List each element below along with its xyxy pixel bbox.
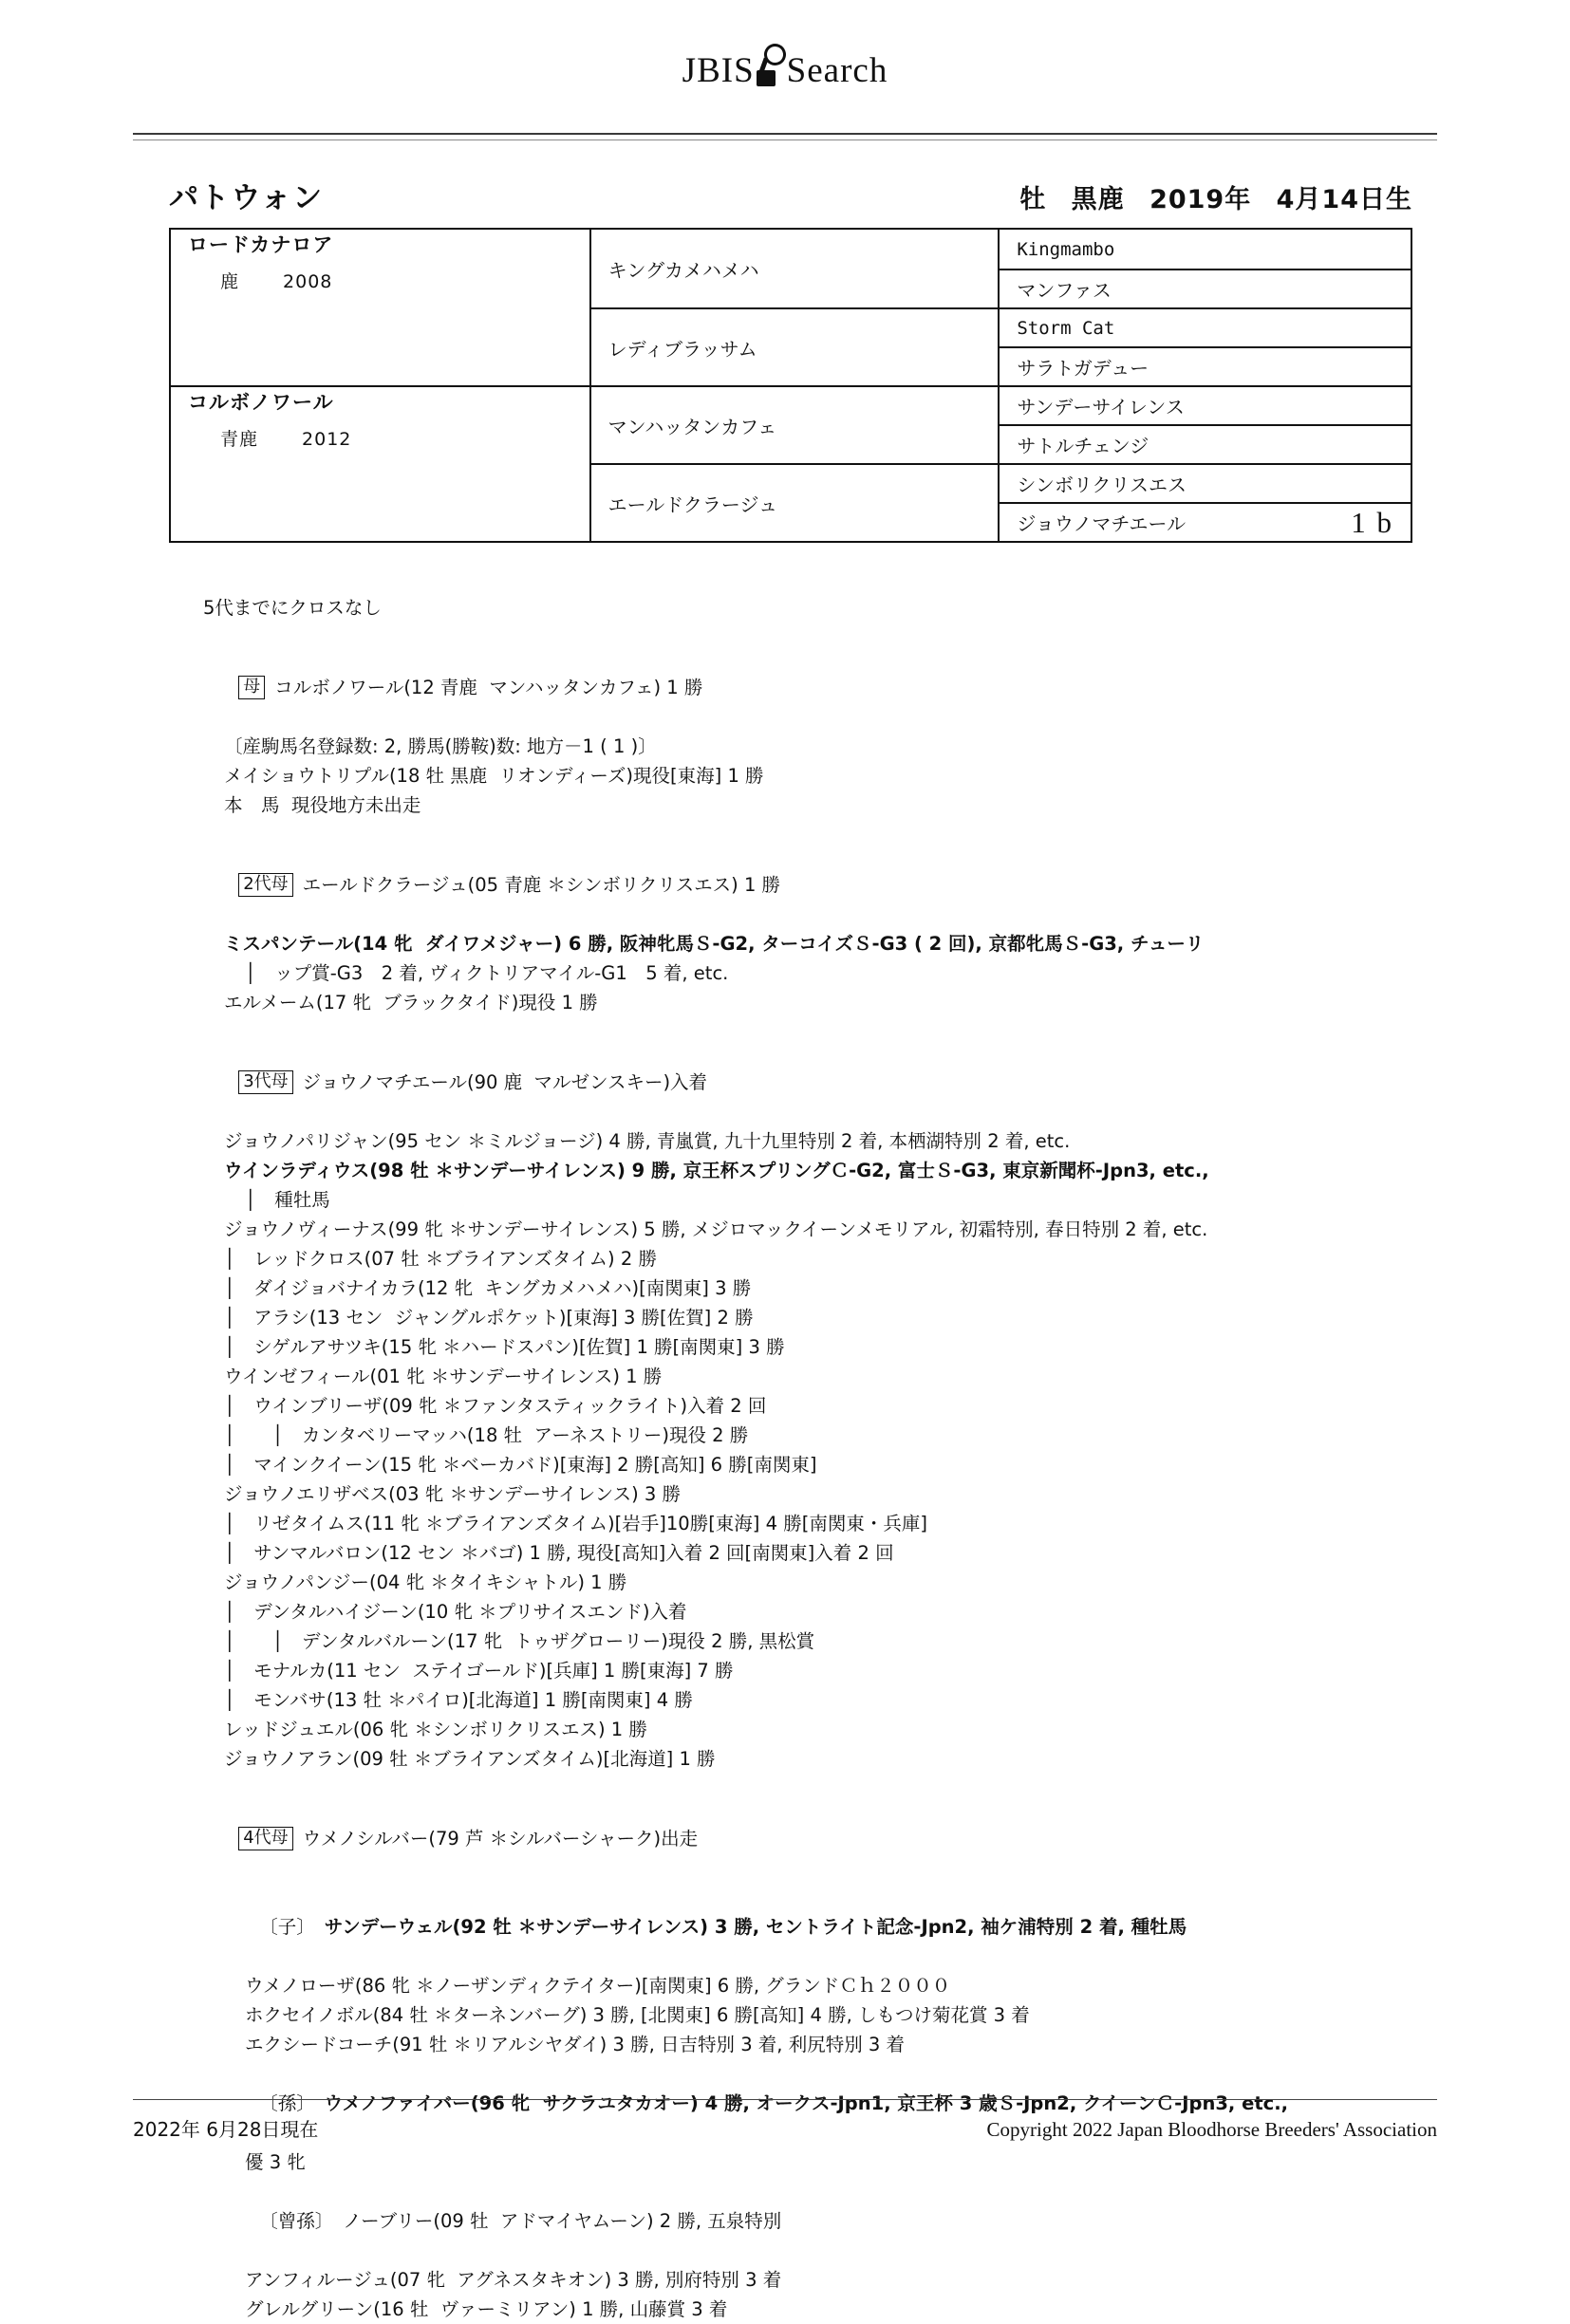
horse-sex: 牡 [1019,185,1047,214]
dam3-line-9: ウインゼフィール(01 牝 ＊サンデーサイレンス) 1 勝 [224,1366,663,1387]
pedigree-cell-sire-dam: レディブラッサム [591,307,999,385]
pedigree-col-parents [171,230,589,541]
dam4-greatgrandchildren-line-1: ノーブリー(09 牡 アドマイヤムーン) 2 勝, 五泉特別 [343,2210,782,2232]
dam2-section-head: エールドクラージュ(05 青鹿 ＊シンボリクリスエス) 1 勝 [302,874,781,896]
pedigree-cell-g3-5: サンデーサイレンス [1000,385,1411,424]
dam-section-tag: 母 [238,676,265,699]
dam3-line-19: │ モナルカ(11 セン ステイゴールド)[兵庫] 1 勝[東海] 7 勝 [224,1660,734,1682]
pedigree-cell-dam [171,385,589,541]
dam3-line-17: │ デンタルハイジーン(10 牝 ＊プリサイスエンド)入着 [224,1601,687,1623]
dam4-children-line-1: サンデーウェル(92 牡 ＊サンデーサイレンス) 3 勝, セントライト記念-Jpn2, 袖ケ浦特別 2 着, 種牡馬 [324,1916,1187,1938]
dam3-line-2: ウインラディウス(98 牡 ＊サンデーサイレンス) 9 勝, 京王杯スプリングＣ-G2, 富士Ｓ-G3, 東京新聞杯-Jpn3, etc., [224,1160,1209,1181]
page-title: パトウォン [169,181,325,215]
dam3-section-head: ジョウノマチエール(90 鹿 マルゼンスキー)入着 [302,1071,708,1093]
sire-name: ロードカナロア [188,233,334,256]
pedigree-cell-g3-3: Storm Cat [1000,307,1411,346]
dam3-line-10: │ ウインブリーザ(09 牝 ＊ファンタスティックライト)入着 2 回 [224,1395,767,1417]
pedigree-col-grandparents [589,230,999,541]
dam3-line-20: │ モンバサ(13 牡 ＊パイロ)[北海道] 1 勝[南関東] 4 勝 [224,1689,693,1711]
horse-coat-color: 黒鹿 [1071,185,1125,214]
dam3-line-4: ジョウノヴィーナス(99 牝 ＊サンデーサイレンス) 5 勝, メジロマックイーンメモリアル, 初霜特別, 春日特別 2 着, etc. [224,1218,1208,1240]
dam-section-header [161,643,1452,732]
horse-birth-date: 4月14日生 [1276,185,1412,214]
logo-jbis-text: JBIS [682,51,755,90]
dam-section-line-2: 〔産駒馬名登録数: 2, 勝馬(勝鞍)数: 地方－1 ( 1 )〕 [224,735,657,757]
dam4-group-greatgrandchildren-header [161,2177,1452,2265]
dam4-grandchildren-line-2: 優 3 牝 [245,2151,306,2173]
pedigree-cell-dam-sire: マンハッタンカフェ [591,385,999,463]
dam3-line-5: │ レッドクロス(07 牡 ＊ブライアンズタイム) 2 勝 [224,1248,657,1270]
footer-date: 2022年 6月28日現在 [133,2118,319,2141]
magnifier-icon [755,49,787,87]
dam3-line-6: │ ダイジョバナイカラ(12 牝 キングカメハメハ)[南関東] 3 勝 [224,1277,752,1299]
pedigree-cell-g3-4: サラトガデュー [1000,346,1411,385]
dam2-line-1: ミスパンテール(14 牝 ダイワメジャー) 6 勝, 阪神牝馬Ｓ-G2, ターコイズＳ-G3 ( 2 回), 京都牝馬Ｓ-G3, チューリ [224,933,1205,955]
dam4-greatgrandchildren-line-3: グレルグリーン(16 牡 ヴァーミリアン) 1 勝, 山藤賞 3 着 [245,2298,728,2320]
pedigree-cell-g3-6: サトルチェンジ [1000,424,1411,463]
dam3-line-12: │ マインクイーン(15 牝 ＊ベーカバド)[東海] 2 勝[高知] 6 勝[南関東] [224,1454,817,1476]
cross-note: 5代までにクロスなし [203,597,382,619]
dam-section-line-3: メイショウトリプル(18 牡 黒鹿 リオンディーズ)現役[東海] 1 勝 [224,765,764,787]
pedigree-table [169,228,1412,543]
dam3-line-15: │ サンマルバロン(12 セン ＊バゴ) 1 勝, 現役[高知]入着 2 回[南関東]入着 2 回 [224,1542,894,1564]
dam2-line-3: エルメーム(17 牝 ブラックタイド)現役 1 勝 [224,992,598,1013]
dam4-grandchildren-line-1: ウメノファイバー(96 牝 サクラユタカオー) 4 勝, オークス-Jpn1, 京王杯 3 歳Ｓ-Jpn2, クイーンＣ-Jpn3, etc., [324,2092,1289,2114]
family-number: 1 b [1351,506,1393,539]
horse-title-row [169,174,1412,216]
sire-coat: 鹿 [220,271,240,292]
dam3-line-8: │ シゲルアサツキ(15 牝 ＊ハードスパン)[佐賀] 1 勝[南関東] 3 勝 [224,1336,785,1358]
dam2-line-2: │ ップ賞-G3 2 着, ヴィクトリアマイル-G1 5 着, etc. [245,962,729,984]
header-divider [133,133,1437,135]
pedigree-cell-sire-sire: キングカメハメハ [607,258,759,282]
horse-attributes [1019,178,1412,215]
pedigree-cell-dam-dam: エールドクラージュ [591,463,999,541]
dam4-group-children-header [161,1883,1452,1971]
pedigree-cell-g3-8-label: ジョウノマチエール [1017,512,1187,535]
dam3-section-tag: 3代母 [238,1070,292,1094]
pedigree-cell-g3-1: Kingmambo [1017,238,1115,260]
dam2-section-tag: 2代母 [238,873,292,897]
footer-copyright: Copyright 2022 Japan Bloodhorse Breeders' Association [986,2118,1437,2141]
dam3-line-21: レッドジュエル(06 牝 ＊シンボリクリスエス) 1 勝 [224,1719,647,1740]
horse-birth-year: 2019年 [1149,185,1252,214]
dam3-line-22: ジョウノアラン(09 牡 ＊ブライアンズタイム)[北海道] 1 勝 [224,1748,716,1770]
dam4-children-line-4: エクシードコーチ(91 牡 ＊リアルシヤダイ) 3 勝, 日吉特別 3 着, 利尻特別 3 着 [245,2034,905,2055]
pedigree-cell-g3-8 [1000,502,1411,541]
dam3-line-18: │ │ デンタルバルーン(17 牝 トゥザグローリー)現役 2 勝, 黒松賞 [224,1630,815,1652]
dam3-line-1: ジョウノパリジャン(95 セン ＊ミルジョージ) 4 勝, 青嵐賞, 九十九里特別 2 着, 本栖湖特別 2 着, etc. [224,1130,1071,1152]
pedigree-col-great-grandparents [998,230,1411,541]
page-footer [133,2114,1437,2142]
dam3-line-13: ジョウノエリザベス(03 牝 ＊サンデーサイレンス) 3 勝 [224,1483,681,1505]
dam3-section-header [161,1038,1452,1126]
jbis-search-logo [0,49,1570,88]
dam4-group-children-label: 〔子〕 [259,1916,315,1938]
sire-year: 2008 [283,271,333,292]
dam-section-line-4: 本 馬 現役地方未出走 [224,794,421,816]
dam4-children-line-3: ホクセイノボル(84 牡 ＊ターネンバーグ) 3 勝, [北関東] 6 勝[高知] 4 勝, しもつけ菊花賞 3 着 [245,2004,1030,2026]
pedigree-cell-g3-7: シンボリクリスエス [1000,463,1411,502]
dam4-greatgrandchildren-line-2: アンフィルージュ(07 牝 アグネスタキオン) 3 勝, 別府特別 3 着 [245,2269,782,2291]
dam4-section-head: ウメノシルバー(79 芦 ＊シルバーシャーク)出走 [302,1828,699,1850]
dam4-children-line-2: ウメノローザ(86 牝 ＊ノーザンディクテイター)[南関東] 6 勝, グランドＣｈ２０００ [245,1975,951,1997]
pedigree-cell-g3-2: マンファス [1000,269,1411,307]
dam4-group-grandchildren-label: 〔孫〕 [259,2092,315,2114]
dam-name: コルボノワール [188,391,334,414]
dam4-section-header [161,1794,1452,1883]
dam4-section-tag: 4代母 [238,1827,292,1850]
dam3-line-3: │ 種牡馬 [245,1189,330,1211]
dam3-line-11: │ │ カンタベリーマッハ(18 牡 アーネストリー)現役 2 勝 [224,1424,749,1446]
dam-section-line-1: コルボノワール(12 青鹿 マンハッタンカフェ) 1 勝 [274,677,703,698]
dam-coat: 青鹿 [220,429,259,450]
footer-divider [133,2099,1437,2100]
dam4-group-greatgrandchildren-label: 〔曾孫〕 [259,2210,334,2232]
dam3-line-16: ジョウノパンジー(04 牝 ＊タイキシャトル) 1 勝 [224,1571,627,1593]
dam-year: 2012 [302,429,352,450]
dam2-section-header [161,841,1452,929]
header-divider-thin [133,139,1437,140]
pedigree-cell-sire [171,230,589,385]
logo-search-text: Search [786,51,888,90]
dam3-line-14: │ リゼタイムス(11 牝 ＊ブライアンズタイム)[岩手]10勝[東海] 4 勝[南関東・兵庫] [224,1513,927,1534]
dam3-line-7: │ アラシ(13 セン ジャングルポケット)[東海] 3 勝[佐賀] 2 勝 [224,1307,754,1329]
pedigree-body-text [161,593,1452,2324]
